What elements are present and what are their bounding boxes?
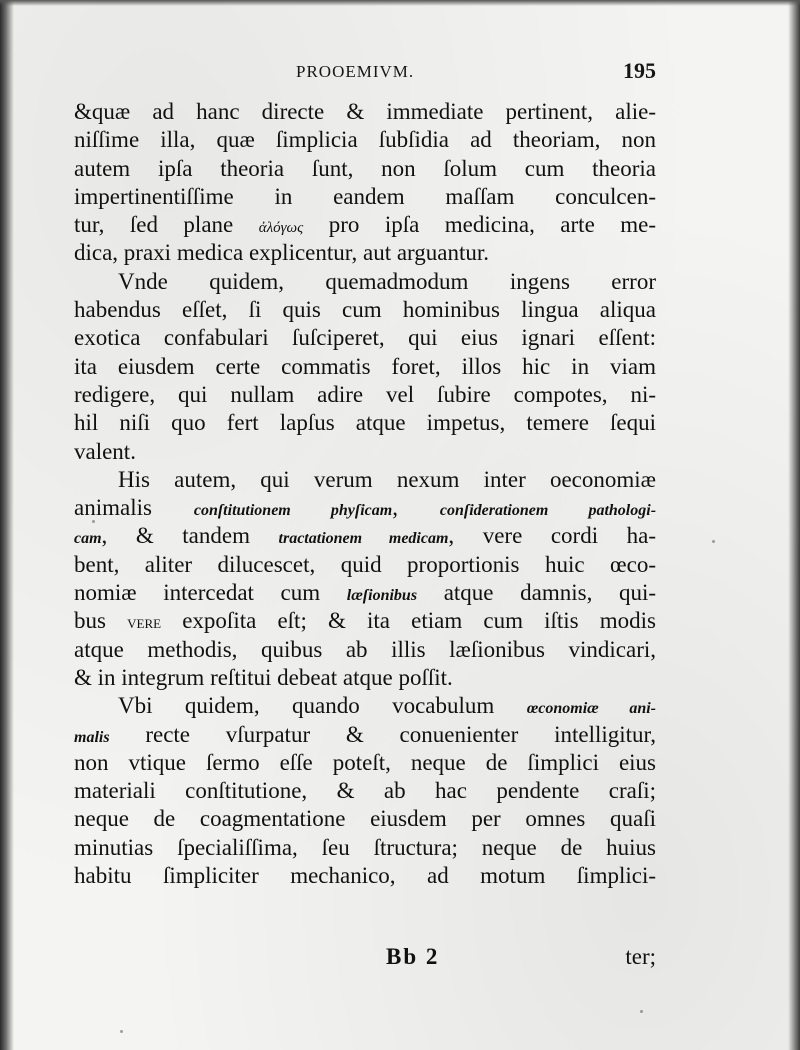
- text-line: tur, ſed plane ἀλόγως pro ipſa medicina, arte me-: [74, 212, 657, 238]
- text-line: habitu ſimpliciter mechanico, ad motum ſimplici-: [74, 863, 656, 889]
- text-line: autem ipſa theoria ſunt, non ſolum cum theoria: [74, 155, 656, 181]
- italic-term: œconomiæ ani-: [526, 700, 657, 718]
- text-line: dica, praxi medica explicentur, aut arguantur.: [74, 240, 490, 266]
- text-line: hil niſi quo fert lapſus atque impetus, temere ſequi: [74, 410, 656, 436]
- text-line: habendus eſſet, ſi quis cum hominibus lingua aliqua: [74, 297, 656, 323]
- text-line: niſſime illa, quæ ſimplicia ſubſidia ad theoriam, non: [74, 127, 656, 153]
- small-caps-word: vere: [127, 612, 162, 633]
- catchword: ter;: [625, 944, 656, 969]
- text-line: animalis conſtitutionem phyſicam, conſiderationem pathologi-: [74, 495, 657, 521]
- text-line: minutias ſpecialiſſima, ſeu ſtructura; neque de huius: [74, 834, 656, 860]
- ink-speck: [712, 540, 715, 543]
- text-line: Vnde quidem, quemadmodum ingens error: [118, 268, 656, 294]
- text-line: ita eiusdem certe commatis foret, illos hic in viam: [74, 353, 656, 379]
- ink-speck: [120, 1030, 123, 1033]
- page-header: [84, 58, 656, 88]
- text-line: cam, & tandem tractationem medicam, vere cordi ha-: [74, 523, 657, 549]
- text-line: atque methodis, quibus ab illis læſionibus vindicari,: [74, 636, 656, 662]
- running-head: PROOEMIVM.: [296, 62, 415, 81]
- italic-term: conſiderationem pathologi-: [439, 502, 657, 520]
- text-line: impertinentiſſime in eandem maſſam conculcen-: [74, 183, 656, 209]
- italic-term: malis: [74, 728, 110, 746]
- text-line: valent.: [74, 438, 136, 464]
- text-line: exotica confabulari ſuſciperet, qui eius ignari eſſent:: [74, 325, 656, 351]
- italic-term: læſionibus: [346, 587, 418, 605]
- text-line: Vbi quidem, quando vocabulum œconomiæ ani-: [118, 693, 657, 719]
- text-line: bent, aliter dilucescet, quid proportionis huic œco-: [74, 551, 656, 577]
- italic-term: tractationem medicam: [278, 530, 449, 548]
- text-line: His autem, qui verum nexum inter oeconomiæ: [118, 466, 656, 492]
- greek-word: ἀλόγως: [258, 220, 304, 237]
- text-line: non vtique ſermo eſſe poteſt, neque de ſimplici eius: [74, 749, 656, 775]
- page-edge-shadow-left: [0, 0, 14, 1050]
- text-line: & in integrum reſtitui debeat atque poſſit.: [74, 664, 453, 690]
- page-footer: [74, 944, 656, 974]
- text-line: materiali conſtitutione, & ab hac pendente craſi;: [74, 778, 656, 804]
- italic-term: cam: [74, 530, 102, 548]
- page-edge-shadow-top: [0, 0, 800, 6]
- ink-speck: [640, 1010, 643, 1013]
- signature-mark: Bb 2: [386, 944, 440, 969]
- text-line: bus vere expoſita eſt; & ita etiam cum iſtis modis: [74, 608, 657, 634]
- text-line: nomiæ intercedat cum læſionibus atque damnis, qui-: [74, 580, 657, 606]
- page-number: 195: [623, 58, 656, 83]
- text-line: malis recte vſurpatur & conuenienter intelligitur,: [74, 721, 657, 747]
- body-text: [74, 98, 656, 890]
- text-line: &quæ ad hanc directe & immediate pertinent, alie-: [74, 99, 656, 124]
- italic-term: conſtitutionem phyſicam: [193, 502, 393, 520]
- page-edge-shadow-right: [788, 0, 800, 1050]
- text-line: neque de coagmentatione eiusdem per omnes quaſi: [74, 806, 656, 832]
- text-line: redigere, qui nullam adire vel ſubire compotes, ni-: [74, 381, 656, 407]
